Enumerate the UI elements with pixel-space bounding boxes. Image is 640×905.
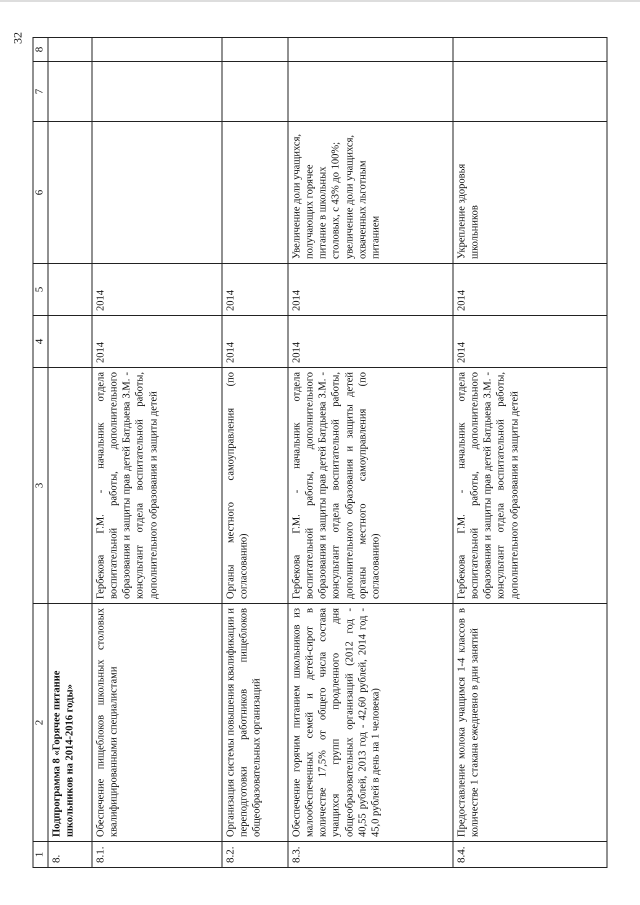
start-year-cell: 2014 <box>288 315 453 367</box>
col7-cell <box>92 61 222 121</box>
activity-cell: Организация системы повышения квалификации и переподготовки работников пищеблоков общеобразовательных организаций <box>222 603 288 841</box>
activity-cell: Обеспечение горячим питанием школьников из малообеспеченных семей и детей-сирот в количестве 17,5% от общего числа состава учащихся групп продленного дня общеобразовательных организаций (2012 год - 40,55 рублей, 2013 год - 42,60 рублей, 2014 год - 45,0 рублей в день на 1 человека) <box>288 603 453 841</box>
start-year-cell: 2014 <box>222 315 288 367</box>
empty-cell <box>48 263 92 315</box>
empty-cell <box>48 61 92 121</box>
responsible-cell: Гербекова Г.М. - начальник отдела воспитательной работы, дополнительного образования и защиты прав детей Батдыева З.М. - консультант отдела воспитательной работы, дополнительного образования и защиты детей <box>92 367 222 603</box>
col7-cell <box>222 61 288 121</box>
header-col-3: 3 <box>33 367 48 603</box>
responsible-cell: Гербекова Г.М. - начальник отдела воспитательной работы, дополнительного образования и защиты прав детей Батдыева З.М. - консультант отдела воспитательной работы, дополнительного образования и защиты детей <box>453 367 607 603</box>
header-col-6: 6 <box>33 121 48 263</box>
start-year-cell: 2014 <box>92 315 222 367</box>
table-row <box>222 37 288 867</box>
program-table <box>33 37 608 868</box>
section-row <box>48 37 92 867</box>
row-number: 8.4. <box>453 841 607 867</box>
section-number: 8. <box>48 841 92 867</box>
end-year-cell: 2014 <box>92 263 222 315</box>
header-col-4: 4 <box>33 315 48 367</box>
header-col-2: 2 <box>33 603 48 841</box>
result-cell: Укрепление здоровья школьников <box>453 121 607 263</box>
header-col-8: 8 <box>33 37 48 61</box>
start-year-cell: 2014 <box>453 315 607 367</box>
col8-cell <box>453 37 607 61</box>
row-number: 8.2. <box>222 841 288 867</box>
col7-cell <box>453 61 607 121</box>
col8-cell <box>222 37 288 61</box>
scan-edge <box>0 0 640 2</box>
header-row <box>33 37 48 867</box>
col7-cell <box>288 61 453 121</box>
empty-cell <box>48 367 92 603</box>
section-title: Подпрограмма 8 «Горячее питание школьников на 2014-2016 годы» <box>48 603 92 841</box>
col8-cell <box>92 37 222 61</box>
col8-cell <box>288 37 453 61</box>
result-cell <box>92 121 222 263</box>
table-row <box>92 37 222 867</box>
row-number: 8.3. <box>288 841 453 867</box>
table-row <box>288 37 453 867</box>
activity-cell: Обеспечение пищеблоков школьных столовых квалифицированными специалистами <box>92 603 222 841</box>
end-year-cell: 2014 <box>288 263 453 315</box>
empty-cell <box>48 37 92 61</box>
header-col-7: 7 <box>33 61 48 121</box>
activity-cell: Предоставление молока учащимся 1-4 классов в количестве 1 стакана ежедневно в дни занятий <box>453 603 607 841</box>
row-number: 8.1. <box>92 841 222 867</box>
responsible-cell: Гербекова Г.М. - начальник отдела воспитательной работы, дополнительного образования и защиты прав детей Батдыева З.М. - консультант отдела воспитательной работы, дополнительного образования и защиты детей органы местного самоуправления (по согласованию) <box>288 367 453 603</box>
empty-cell <box>48 121 92 263</box>
rotated-page <box>10 31 608 868</box>
page-number: 32 <box>10 31 25 44</box>
header-col-5: 5 <box>33 263 48 315</box>
responsible-cell: Органы местного самоуправления (по согласованию) <box>222 367 288 603</box>
result-cell <box>222 121 288 263</box>
header-col-1: 1 <box>33 841 48 867</box>
result-cell: Увеличение доли учащихся, получающих горячее питание в школьных столовых, с 43% до 100%; увеличение доли учащихся, охваченных льготным питанием <box>288 121 453 263</box>
empty-cell <box>48 315 92 367</box>
end-year-cell: 2014 <box>222 263 288 315</box>
end-year-cell: 2014 <box>453 263 607 315</box>
table-row <box>453 37 607 867</box>
